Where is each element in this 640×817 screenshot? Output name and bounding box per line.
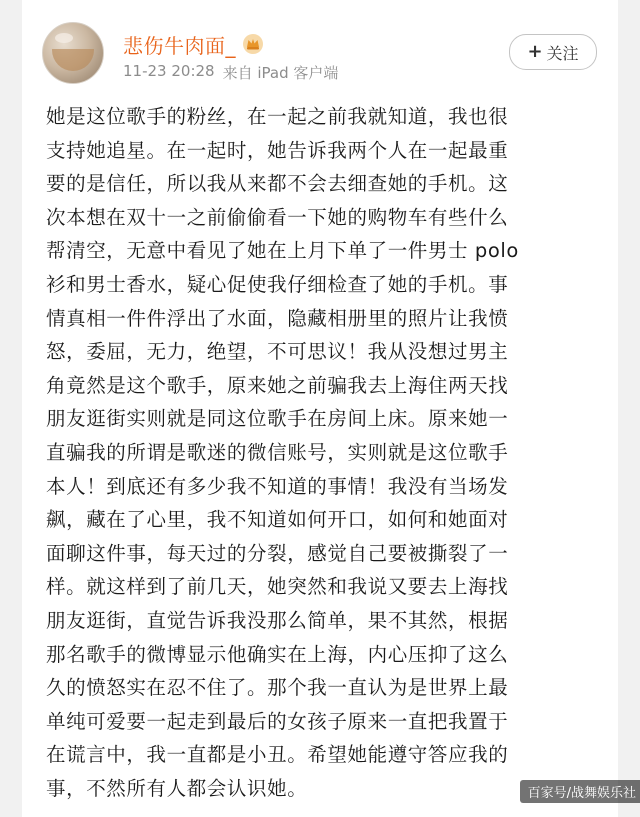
post-text-line: 支持她追星。在一起时，她告诉我两个人在一起最重 — [46, 138, 509, 162]
post-text-line: 久的愤怒实在忍不住了。那个我一直认为是世界上最 — [46, 676, 509, 700]
follow-button[interactable] — [509, 34, 597, 70]
post-header — [22, 0, 618, 98]
post-source: 来自 iPad 客户端 — [222, 64, 339, 82]
avatar[interactable] — [42, 22, 104, 84]
crown-badge-icon — [242, 33, 264, 55]
post-text-line: 帮清空，无意中看见了她在上月下单了一件男士 polo — [46, 239, 519, 263]
right-margin — [618, 0, 640, 817]
author-name[interactable]: 悲伤牛肉面_ — [123, 33, 236, 58]
post-text-line: 事，不然所有人都会认识她。 — [46, 776, 308, 800]
post-text-line: 那名歌手的微博显示他确实在上海，内心压抑了这么 — [46, 642, 509, 666]
post-text-line: 飙，藏在了心里，我不知道如何开口，如何和她面对 — [46, 508, 509, 532]
post-text-line: 朋友逛街，直觉告诉我没那么简单，果不其然，根据 — [46, 608, 509, 632]
post-text-line: 角竟然是这个歌手，原来她之前骗我去上海住两天找 — [46, 373, 509, 397]
post-date: 11-23 20:28 — [123, 62, 215, 80]
post-text-line: 要的是信任，所以我从来都不会去细查她的手机。这 — [46, 172, 509, 196]
post-text-line: 朋友逛街实则就是同这位歌手在房间上床。原来她一 — [46, 407, 509, 431]
post-text-line: 她是这位歌手的粉丝，在一起之前我就知道，我也很 — [46, 105, 509, 128]
author-row — [123, 30, 264, 58]
follow-label: 关注 — [546, 43, 579, 63]
left-margin — [0, 0, 22, 817]
plus-icon: + — [527, 41, 543, 62]
avatar-bowl-shape — [52, 49, 94, 71]
post-text-line: 衫和男士香水，疑心促使我仔细检查了她的手机。事 — [46, 272, 509, 296]
post-text-line: 情真相一件件浮出了水面，隐藏相册里的照片让我愤 — [46, 306, 509, 330]
watermark: 百家号/战舞娱乐社 — [520, 780, 640, 803]
post-text-line: 面聊这件事，每天过的分裂，感觉自己要被撕裂了一 — [46, 541, 509, 565]
post-text-line: 次本想在双十一之前偷偷看一下她的购物车有些什么 — [46, 205, 509, 229]
post-body — [46, 100, 608, 805]
weibo-post — [22, 0, 618, 817]
post-text-line: 直骗我的所谓是歌迷的微信账号，实则就是这位歌手 — [46, 440, 509, 464]
post-meta — [123, 62, 338, 83]
post-text-line: 在谎言中，我一直都是小丑。希望她能遵守答应我的 — [46, 743, 509, 767]
avatar-highlight — [55, 33, 73, 43]
post-text-line: 本人！到底还有多少我不知道的事情！我没有当场发 — [46, 474, 509, 498]
post-text-line: 样。就这样到了前几天，她突然和我说又要去上海找 — [46, 575, 509, 599]
post-text-line: 怒，委屈，无力，绝望，不可思议！我从没想过男主 — [46, 340, 509, 364]
post-text-line: 单纯可爱要一起走到最后的女孩子原来一直把我置于 — [46, 709, 509, 733]
